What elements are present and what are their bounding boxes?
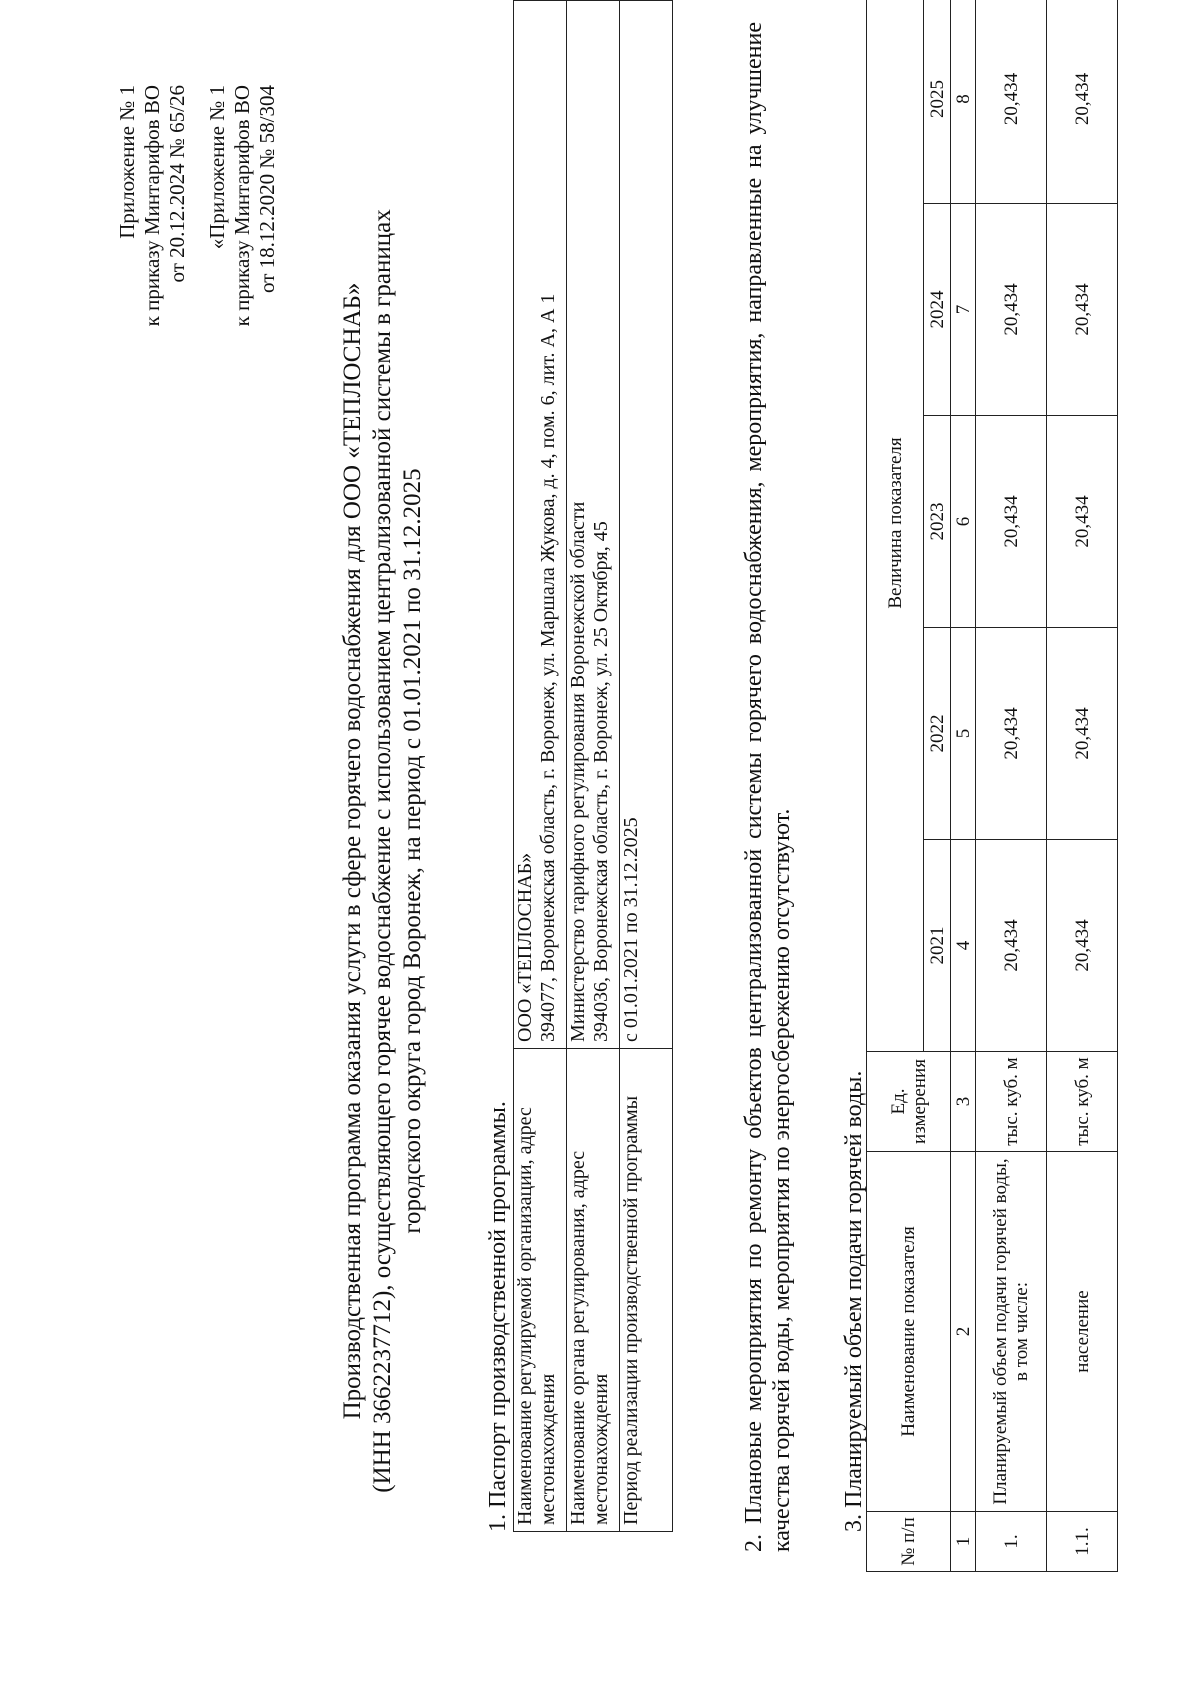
passport-value [567, 1, 620, 1049]
col-header-year: 2021 [924, 840, 951, 1052]
row-name: население [1047, 1152, 1118, 1512]
row-value: 20,434 [976, 840, 1047, 1052]
column-number: 2 [951, 1152, 976, 1512]
table-row [620, 1, 673, 1532]
table-row [1047, 0, 1118, 1572]
row-value: 20,434 [1047, 628, 1118, 840]
row-value: 20,434 [976, 204, 1047, 416]
col-header-year: 2025 [924, 0, 951, 204]
column-number: 7 [951, 204, 976, 416]
table-header-row [867, 0, 924, 1572]
column-number: 5 [951, 628, 976, 840]
appendix-line: от 20.12.2024 № 65/26 [165, 85, 189, 283]
passport-label: Наименование регулируемой организации, адрес местонахождения [514, 1049, 567, 1532]
appendix-line: Приложение № 1 [115, 85, 139, 239]
col-header-unit: Ед. измерения [867, 1052, 951, 1152]
volume-table [866, 0, 1118, 1572]
row-num: 1. [976, 1512, 1047, 1572]
appendix-header [115, 85, 190, 326]
col-header-num: № п/п [867, 1512, 951, 1572]
row-value: 20,434 [1047, 840, 1118, 1052]
row-unit: тыс. куб. м [1047, 1052, 1118, 1152]
passport-value [514, 1, 567, 1049]
row-unit: тыс. куб. м [976, 1052, 1047, 1152]
row-value: 20,434 [976, 628, 1047, 840]
column-number: 1 [951, 1512, 976, 1572]
column-number: 3 [951, 1052, 976, 1152]
passport-value-line: 394077, Воронежская область, г. Воронеж, ул. Маршала Жукова, д. 4, пом. 6, лит. А, А 1 [537, 293, 559, 1042]
column-number: 6 [951, 416, 976, 628]
passport-label: Период реализации производственной программы [620, 1049, 673, 1532]
title-line: (ИНН 3662237712), осуществляющего горячее водоснабжение с использованием централизованной системы в границах [369, 209, 396, 1493]
row-name: Планируемый объем подачи горячей воды, в том числе: [976, 1152, 1047, 1512]
column-number: 8 [951, 0, 976, 204]
row-value: 20,434 [1047, 416, 1118, 628]
passport-label: Наименование органа регулирования, адрес местонахождения [567, 1049, 620, 1532]
col-header-group: Величина показателя [867, 0, 924, 1052]
title-line: городского округа город Воронеж, на период с 01.01.2021 по 31.12.2025 [399, 468, 426, 1234]
document-title [338, 130, 428, 1572]
column-number-row [951, 0, 976, 1572]
passport-value-line: 394036, Воронежская область, г. Воронеж, ул. 25 Октября, 45 [590, 521, 612, 1042]
section-3-heading: 3. Планируемый объем подачи горячей воды. [841, 1070, 867, 1532]
appendix-line: от 18.12.2020 № 58/304 [255, 85, 279, 294]
col-header-year: 2024 [924, 204, 951, 416]
table-row [567, 1, 620, 1532]
passport-value [620, 1, 673, 1049]
row-value: 20,434 [976, 416, 1047, 628]
table-row [514, 1, 567, 1532]
col-header-year: 2022 [924, 628, 951, 840]
section-1-heading: 1. Паспорт производственной программы. [485, 1101, 511, 1532]
title-line: Производственная программа оказания услуги в сфере горячего водоснабжения для ООО «ТЕПЛОСНАБ» [339, 282, 366, 1420]
column-number: 4 [951, 840, 976, 1052]
passport-value-line: ООО «ТЕПЛОСНАБ» [514, 852, 536, 1042]
col-header-name: Наименование показателя [867, 1152, 951, 1512]
appendix-line: «Приложение № 1 [205, 85, 229, 250]
row-value: 20,434 [976, 0, 1047, 204]
passport-table [513, 0, 673, 1532]
section-2-text: 2. Плановые мероприятия по ремонту объектов централизованной системы горячего водоснабжения, мероприятия, направленные на улучшение качества горячей воды, мероприятия по энергосбережению отсутствуют. [741, 22, 795, 1552]
row-value: 20,434 [1047, 204, 1118, 416]
col-header-year: 2023 [924, 416, 951, 628]
appendix-line: к приказу Минтарифов ВО [140, 85, 164, 327]
previous-appendix-header [205, 85, 280, 326]
table-row [976, 0, 1047, 1572]
appendix-line: к приказу Минтарифов ВО [230, 85, 254, 327]
passport-value-line: Министерство тарифного регулирования Воронежской области [567, 501, 589, 1042]
row-value: 20,434 [1047, 0, 1118, 204]
passport-value-line: с 01.01.2021 по 31.12.2025 [620, 817, 642, 1042]
row-num: 1.1. [1047, 1512, 1118, 1572]
